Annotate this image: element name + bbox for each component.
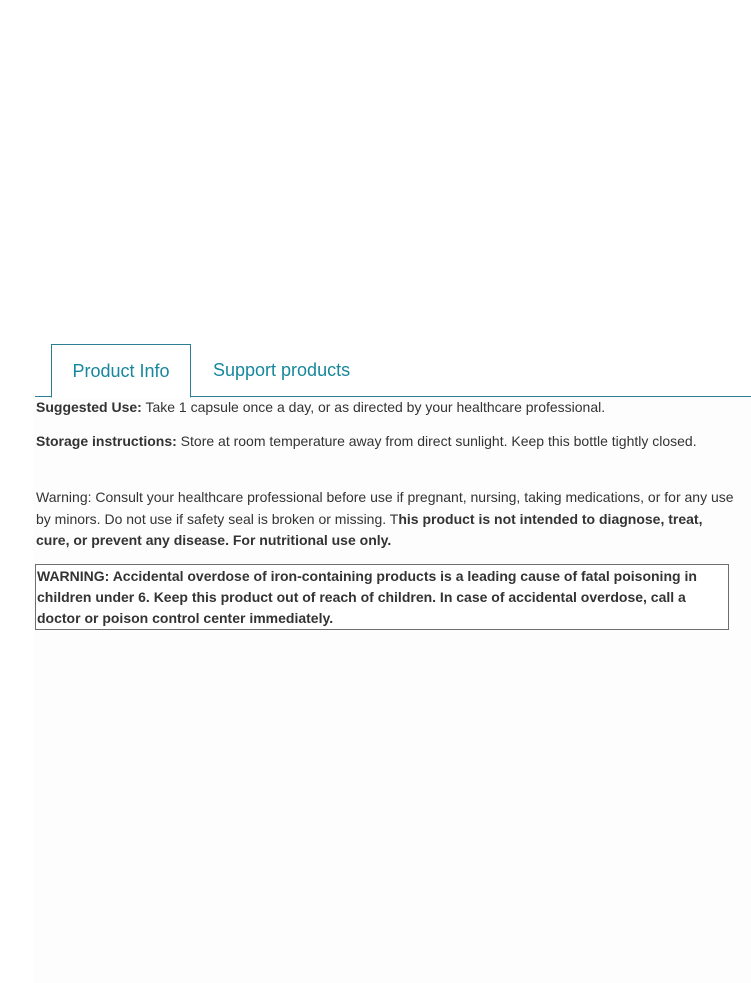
iron-warning-box: WARNING: Accidental overdose of iron-containing products is a leading cause of fatal poisoning in children under 6. Keep this product out of reach of children. In case of accidental overdose, call a doctor or poison control center immediately.: [35, 564, 729, 630]
tab-product-info[interactable]: Product Info: [51, 344, 191, 398]
suggested-use: [36, 397, 736, 419]
storage-label: Storage instructions:: [36, 433, 177, 449]
product-info-panel: [33, 397, 751, 983]
tab-support-products[interactable]: Support products: [213, 360, 351, 380]
general-warning: [36, 487, 736, 552]
suggested-use-label: Suggested Use:: [36, 399, 142, 415]
general-warning-text: Warning: Consult your healthcare professional before use if pregnant, nursing, taking medications, or for any use by minors. Do not use if safety seal is broken or missing. T: [36, 489, 734, 527]
blank-header-area: [0, 0, 751, 344]
general-warning-bold: his product is not intended to diagnose, treat, cure, or prevent any disease. For nutritional use only.: [36, 510, 703, 548]
product-tabs: [0, 344, 751, 397]
storage-instructions: [36, 431, 736, 453]
suggested-use-text: Take 1 capsule once a day, or as directed by your healthcare professional.: [141, 399, 606, 415]
storage-text: Store at room temperature away from direct sunlight. Keep this bottle tightly closed.: [176, 433, 697, 449]
